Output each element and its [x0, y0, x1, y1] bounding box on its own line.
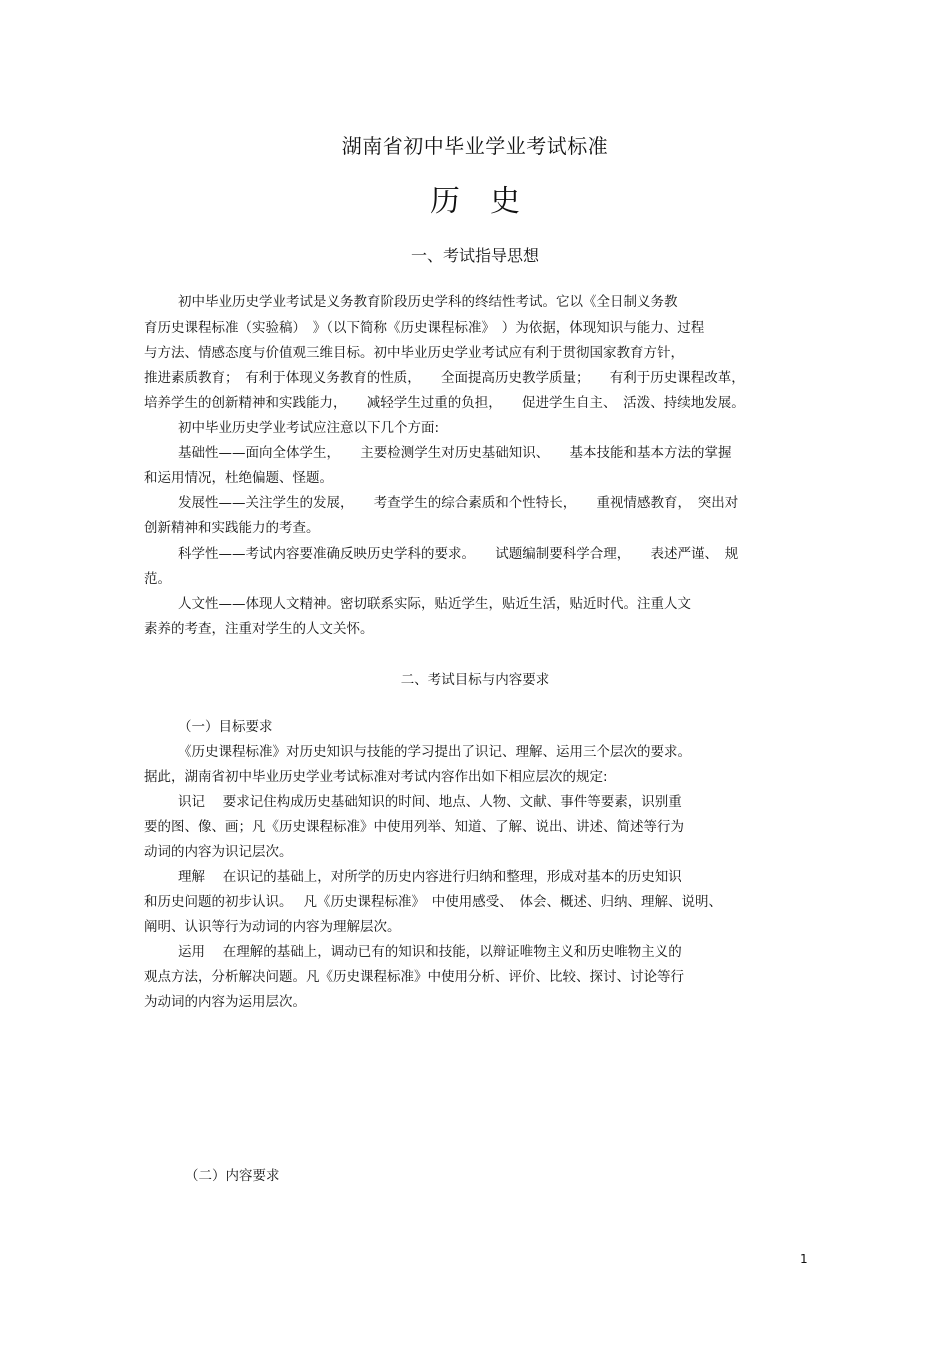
- paragraph-line: 人文性——体现人文精神。密切联系实际，贴近学生，贴近生活，贴近时代。注重人文: [178, 596, 691, 612]
- document-title: 湖南省初中毕业学业考试标准: [341, 134, 609, 158]
- subsection-heading: （一）目标要求: [178, 719, 273, 735]
- paragraph-line: 发展性——关注学生的发展， 考查学生的综合素质和个性特长， 重视情感教育， 突出对: [178, 495, 739, 511]
- paragraph-line: 运用 在理解的基础上，调动已有的知识和技能，以辩证唯物主义和历史唯物主义的: [178, 944, 682, 960]
- paragraph-line: 创新精神和实践能力的考查。: [144, 520, 320, 536]
- section1-heading: 一、考试指导思想: [410, 246, 539, 265]
- paragraph-line: 据此，湖南省初中毕业历史学业考试标准对考试内容作出如下相应层次的规定:: [144, 769, 608, 785]
- paragraph-line: 与方法、情感态度与价值观三维目标。初中毕业历史学业考试应有利于贯彻国家教育方针，: [144, 345, 684, 361]
- paragraph-line: 《历史课程标准》对历史知识与技能的学习提出了识记、理解、运用三个层次的要求。: [178, 744, 691, 760]
- paragraph-line: 阐明、认识等行为动词的内容为理解层次。: [144, 919, 401, 935]
- paragraph-line: 理解 在识记的基础上，对所学的历史内容进行归纳和整理，形成对基本的历史知识: [178, 869, 682, 885]
- subject-heading: 历史: [430, 184, 550, 219]
- paragraph-line: 初中毕业历史学业考试应注意以下几个方面:: [178, 420, 440, 436]
- paragraph-line: 素养的考查，注重对学生的人文关怀。: [144, 621, 374, 637]
- paragraph-line: 初中毕业历史学业考试是义务教育阶段历史学科的终结性考试。它以《全日制义务教: [178, 294, 678, 310]
- paragraph-line: 要的图、像、画；凡《历史课程标准》中使用列举、知道、了解、说出、讲述、简述等行为: [144, 819, 684, 835]
- paragraph-line: 范。: [144, 571, 171, 587]
- paragraph-line: 识记 要求记住构成历史基础知识的时间、地点、人物、文献、事件等要素，识别重: [178, 794, 682, 810]
- paragraph-line: 科学性——考试内容要准确反映历史学科的要求。 试题编制要科学合理， 表述严谨、 规: [178, 546, 739, 562]
- paragraph-line: 动词的内容为识记层次。: [144, 844, 293, 860]
- subsection-heading: （二）内容要求: [185, 1168, 280, 1184]
- paragraph-line: 培养学生的创新精神和实践能力， 减轻学生过重的负担， 促进学生自主、 活泼、持续地发展。: [144, 395, 745, 411]
- page-number: 1: [800, 1252, 808, 1266]
- paragraph-line: 和运用情况，杜绝偏题、怪题。: [144, 470, 333, 486]
- paragraph-line: 和历史问题的初步认识。 凡《历史课程标准》 中使用感受、 体会、概述、归纳、理解、说明、: [144, 894, 723, 910]
- section2-heading: 二、考试目标与内容要求: [400, 672, 550, 688]
- paragraph-line: 育历史课程标准（实验稿） 》（以下简称《历史课程标准》 ）为依据，体现知识与能力、过程: [144, 320, 705, 336]
- paragraph-line: 基础性——面向全体学生， 主要检测学生对历史基础知识、 基本技能和基本方法的掌握: [178, 445, 732, 461]
- paragraph-line: 为动词的内容为运用层次。: [144, 994, 306, 1010]
- paragraph-line: 推进素质教育； 有利于体现义务教育的性质， 全面提高历史教学质量； 有利于历史课程改革，: [144, 370, 745, 386]
- paragraph-line: 观点方法，分析解决问题。凡《历史课程标准》中使用分析、评价、比较、探讨、讨论等行: [144, 969, 684, 985]
